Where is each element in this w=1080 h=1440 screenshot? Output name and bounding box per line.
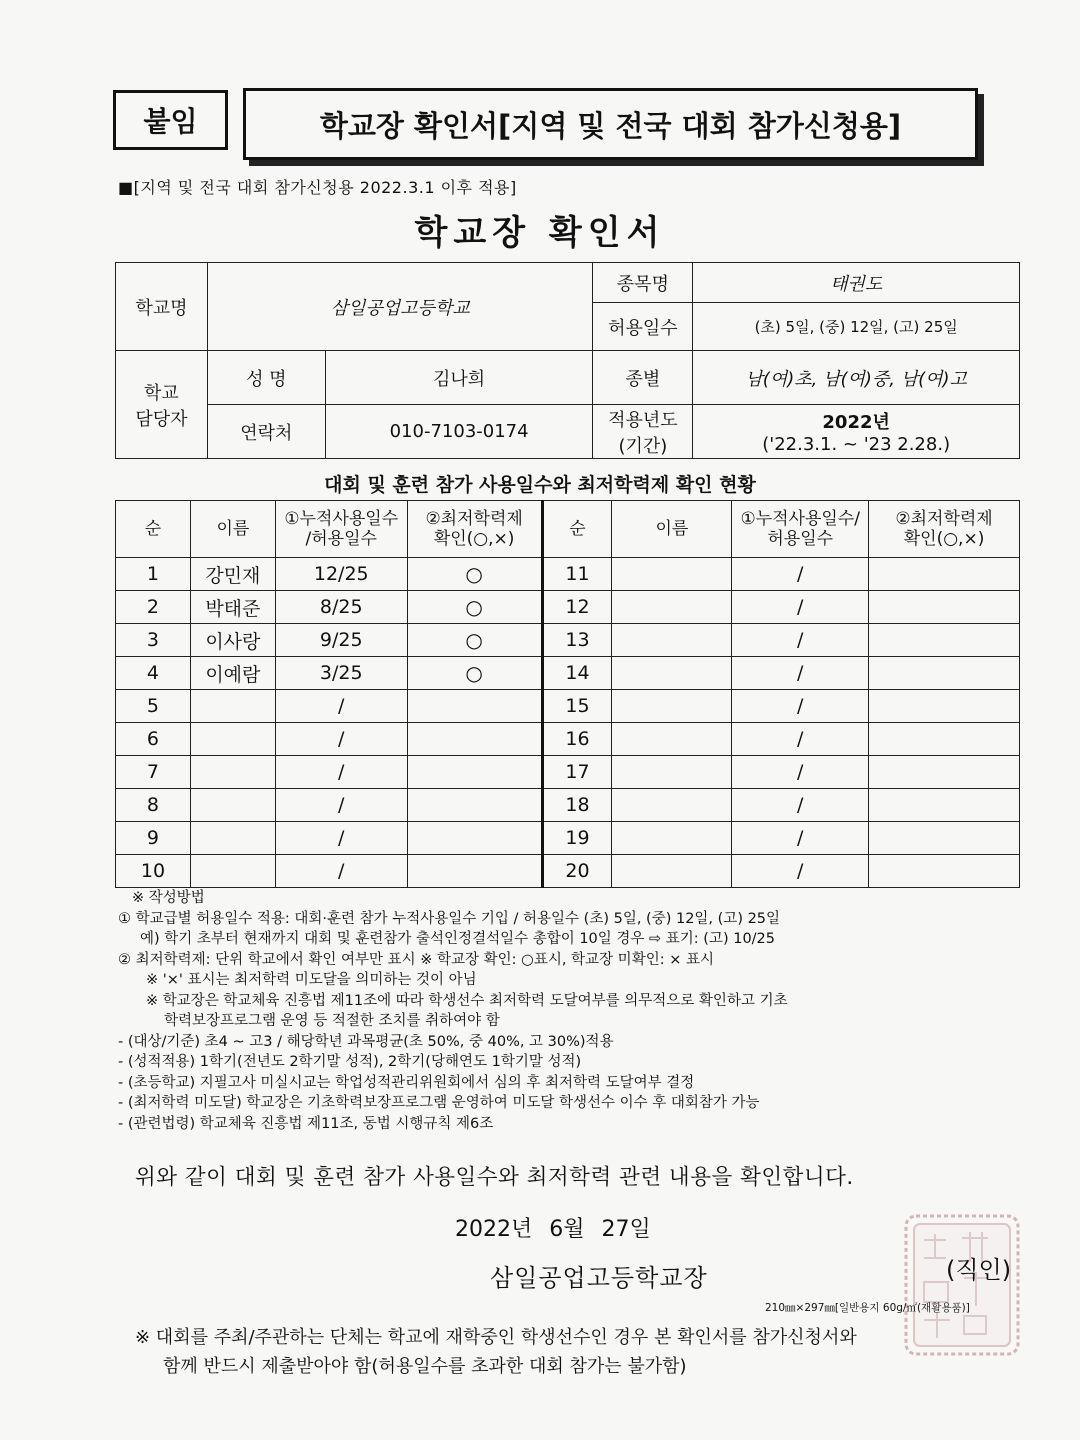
min-check (407, 855, 542, 888)
used-days-right: / (732, 657, 869, 690)
row-number: 9 (116, 822, 191, 855)
student-name: 이예람 (190, 657, 275, 690)
row-number: 5 (116, 690, 191, 723)
table-row (116, 756, 1020, 789)
used-days-right: / (732, 756, 869, 789)
event-label: 종목명 (593, 263, 693, 303)
page-title: 학교장 확인서 (414, 213, 666, 253)
min-check (407, 822, 542, 855)
table-row (116, 690, 1020, 723)
section-title: 대회 및 훈련 참가 사용일수와 최저학력제 확인 현황 (324, 474, 756, 496)
row-number: 10 (116, 855, 191, 888)
note-line: - (대상/기준) 초4 ~ 고3 / 해당학년 과목평균(초 50%, 중 40%, 고 30%)적용 (118, 1033, 614, 1050)
min-check-right (869, 657, 1020, 690)
used-days: / (275, 690, 407, 723)
student-name-right (612, 756, 732, 789)
note-line: ② 최저학력제: 단위 학교에서 확인 여부만 표시 ※ 학교장 확인: ○표시, 학교장 미확인: × 표시 (118, 951, 714, 968)
note-line: 예) 학기 초부터 현재까지 대회 및 훈련참가 출석인정결석일수 총합이 10일 경우 ⇨ 표기: (고) 10/25 (140, 931, 776, 947)
header-name-right: 이름 (612, 501, 732, 558)
info-table (115, 262, 1020, 459)
note-line: - (최저학력 미도달) 학교장은 기초학력보장프로그램 운영하여 미도달 학생선수 이수 후 대회참가 가능 (118, 1095, 760, 1111)
student-name-right (612, 657, 732, 690)
student-name-right (612, 723, 732, 756)
year-label-line1: 적용년도 (608, 409, 678, 431)
student-name-right (612, 822, 732, 855)
row-number-right: 16 (542, 723, 612, 756)
min-check-right (869, 558, 1020, 591)
min-check: ○ (407, 558, 542, 591)
row-number-right: 18 (542, 789, 612, 822)
used-days-right: / (732, 690, 869, 723)
name-label: 성 명 (207, 351, 325, 405)
school-value: 삼일공업고등학교 (207, 263, 593, 351)
min-check-right (869, 690, 1020, 723)
note-line: - (초등학교) 지필고사 미실시교는 학업성적관리위원회에서 심의 후 최저학력 도달여부 결정 (118, 1074, 695, 1091)
min-check (407, 756, 542, 789)
used-days: / (275, 822, 407, 855)
header-days-right-line1: ①누적사용일수/ (740, 508, 860, 529)
row-number-right: 15 (542, 690, 612, 723)
used-days: / (275, 855, 407, 888)
student-name (190, 756, 275, 789)
used-days-right: / (732, 591, 869, 624)
year-value-line1: 2022년 (822, 412, 890, 433)
used-days-right: / (732, 822, 869, 855)
student-name: 강민재 (190, 558, 275, 591)
min-check-right (869, 591, 1020, 624)
table-row (116, 591, 1020, 624)
header-min-right-line2: 확인(○,×) (903, 529, 985, 549)
table-row (116, 657, 1020, 690)
subtitle: ■[지역 및 전국 대회 참가신청용 2022.3.1 이후 적용] (118, 178, 517, 197)
gender-value: 남(여)초, 남(여)중, 남(여)고 (693, 351, 1020, 405)
used-days: / (275, 789, 407, 822)
student-name (190, 822, 275, 855)
note-line: ※ '×' 표시는 최저학력 미도달을 의미하는 것이 아님 (146, 972, 477, 988)
header-min-line2: 확인(○,×) (433, 529, 515, 549)
note-line: ① 학교급별 허용일수 적용: 대회·훈련 참가 누적사용일수 기입 / 허용일수 (초) 5일, (중) 12일, (고) 25일 (118, 910, 781, 927)
row-number: 6 (116, 723, 191, 756)
min-check (407, 690, 542, 723)
used-days: / (275, 723, 407, 756)
row-number: 2 (116, 591, 191, 624)
header-days-right (732, 501, 869, 558)
issue-date: 2022년 6월 27일 (455, 1217, 651, 1242)
min-check-right (869, 855, 1020, 888)
contact-label: 연락처 (207, 405, 325, 459)
used-days-right: / (732, 624, 869, 657)
document-header-title: 학교장 확인서[지역 및 전국 대회 참가신청용] (243, 88, 978, 160)
min-check-right (869, 789, 1020, 822)
min-check-right (869, 624, 1020, 657)
footer-line: ※ 대회를 주최/주관하는 단체는 학교에 재학중인 학생선수인 경우 본 확인서를 참가신청서와 (135, 1327, 857, 1348)
manager-label (116, 351, 208, 459)
row-number-right: 13 (542, 624, 612, 657)
note-line: - (성적적용) 1학기(전년도 2학기말 성적), 2학기(당해연도 1학기말 성적) (118, 1054, 582, 1070)
used-days: 12/25 (275, 558, 407, 591)
student-name (190, 690, 275, 723)
used-days-right: / (732, 789, 869, 822)
header-name: 이름 (190, 501, 275, 558)
table-row (116, 789, 1020, 822)
student-name (190, 723, 275, 756)
row-number: 3 (116, 624, 191, 657)
note-line: ※ 학교장은 학교체육 진흥법 제11조에 따라 학생선수 최저학력 도달여부를 의무적으로 확인하고 기초 (146, 992, 788, 1009)
principal-name: 삼일공업고등학교장 (490, 1264, 708, 1292)
row-number: 4 (116, 657, 191, 690)
year-value (693, 405, 1020, 459)
used-days-right: / (732, 558, 869, 591)
footer-line: 함께 반드시 제출받아야 함(허용일수를 초과한 대회 참가는 불가함) (163, 1356, 687, 1377)
header-days-line2: /허용일수 (305, 529, 377, 549)
contact-value: 010-7103-0174 (325, 405, 593, 459)
manager-label-line2: 담당자 (135, 408, 188, 430)
attachment-tag: 붙임 (113, 90, 228, 150)
used-days: 8/25 (275, 591, 407, 624)
row-number-right: 14 (542, 657, 612, 690)
event-value: 태권도 (693, 263, 1020, 303)
name-value: 김나희 (325, 351, 593, 405)
student-name: 이사랑 (190, 624, 275, 657)
used-days: / (275, 756, 407, 789)
student-name-right (612, 789, 732, 822)
student-name (190, 789, 275, 822)
header-min-check-right (869, 501, 1020, 558)
student-name-right (612, 855, 732, 888)
student-name-right (612, 558, 732, 591)
student-name: 박태준 (190, 591, 275, 624)
table-row (116, 822, 1020, 855)
min-check (407, 789, 542, 822)
row-number-right: 12 (542, 591, 612, 624)
used-days-right: / (732, 723, 869, 756)
header-min-check (407, 501, 542, 558)
school-label: 학교명 (116, 263, 208, 351)
table-row (116, 723, 1020, 756)
min-check-right (869, 756, 1020, 789)
writing-instructions (118, 888, 1028, 1134)
year-label (593, 405, 693, 459)
table-row (116, 624, 1020, 657)
used-days: 3/25 (275, 657, 407, 690)
usage-table (115, 500, 1020, 888)
row-number-right: 11 (542, 558, 612, 591)
note-line: ※ 작성방법 (132, 890, 205, 906)
header-days-right-line2: 허용일수 (767, 529, 834, 549)
row-number: 8 (116, 789, 191, 822)
min-check-right (869, 723, 1020, 756)
header-no: 순 (116, 501, 191, 558)
header-min-line1: ②최저학력제 (425, 508, 523, 529)
manager-label-line1: 학교 (144, 382, 179, 404)
footer-notice (135, 1323, 1035, 1381)
student-name-right (612, 591, 732, 624)
year-label-line2: (기간) (618, 435, 668, 457)
table-row (116, 855, 1020, 888)
min-check (407, 723, 542, 756)
min-check: ○ (407, 624, 542, 657)
header-min-right-line1: ②최저학력제 (895, 508, 993, 529)
used-days-right: / (732, 855, 869, 888)
row-number: 7 (116, 756, 191, 789)
header-no-right: 순 (542, 501, 612, 558)
header-days-line1: ①누적사용일수 (284, 508, 399, 529)
year-value-line2: ('22.3.1. ~ '23 2.28.) (762, 434, 951, 455)
min-check-right (869, 822, 1020, 855)
row-number-right: 20 (542, 855, 612, 888)
seal-label: (직인) (946, 1256, 1012, 1284)
allowed-days-value: (초) 5일, (중) 12일, (고) 25일 (693, 303, 1020, 351)
student-name-right (612, 690, 732, 723)
confirmation-statement: 위와 같이 대회 및 훈련 참가 사용일수와 최저학력 관련 내용을 확인합니다. (135, 1165, 854, 1190)
note-line: - (관련법령) 학교체육 진흥법 제11조, 동법 시행규칙 제6조 (118, 1115, 494, 1132)
note-line: 학력보장프로그램 운영 등 적절한 조치를 취하여야 함 (164, 1013, 500, 1029)
header-days (275, 501, 407, 558)
row-number: 1 (116, 558, 191, 591)
min-check: ○ (407, 591, 542, 624)
allowed-days-label: 허용일수 (593, 303, 693, 351)
table-row (116, 558, 1020, 591)
row-number-right: 19 (542, 822, 612, 855)
row-number-right: 17 (542, 756, 612, 789)
student-name-right (612, 624, 732, 657)
paper-spec: 210㎜×297㎜[일반용지 60g/㎡(재활용품)] (765, 1302, 970, 1314)
min-check: ○ (407, 657, 542, 690)
student-name (190, 855, 275, 888)
used-days: 9/25 (275, 624, 407, 657)
gender-label: 종별 (593, 351, 693, 405)
